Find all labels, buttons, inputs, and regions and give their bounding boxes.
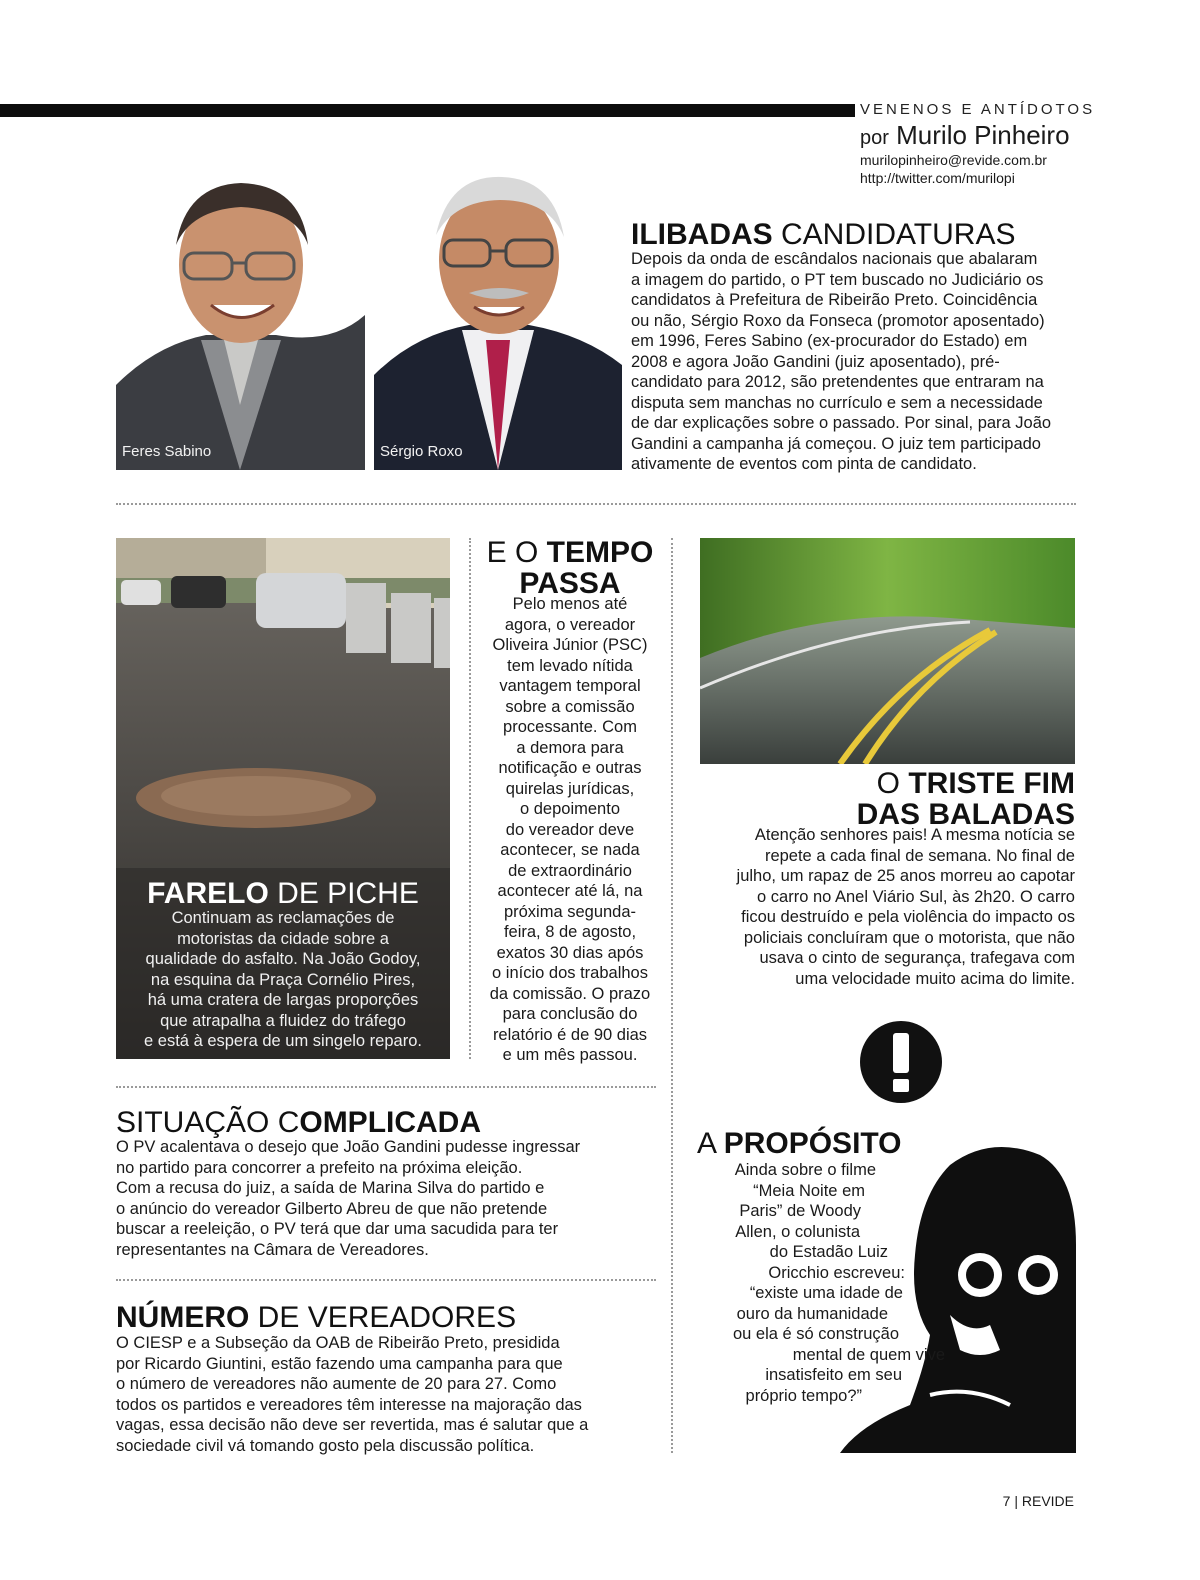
tempo-line: quirelas jurídicas, bbox=[505, 779, 635, 798]
numero-line: vagas, essa decisão não deve ser revertida, mas é salutar que a bbox=[116, 1416, 589, 1434]
numero-line: sociedade civil vá tomando gosto pela discussão política. bbox=[116, 1436, 535, 1455]
feres-sabino-photo bbox=[116, 165, 365, 470]
ilibadas-title-bold: ILIBADAS bbox=[631, 218, 773, 251]
tempo-line: Oliveira Júnior (PSC) bbox=[492, 636, 648, 654]
ilibadas-line: a imagem do partido, o PT tem buscado no Judiciário os bbox=[631, 270, 1044, 289]
portrait-illustration bbox=[116, 165, 365, 470]
sergio-roxo-photo bbox=[374, 165, 622, 470]
numero-line: por Ricardo Giuntini, estão fazendo uma campanha para que bbox=[116, 1354, 563, 1373]
numero-title bbox=[116, 1302, 516, 1333]
situacao-body bbox=[116, 1137, 656, 1260]
triste-title-light: O bbox=[876, 767, 909, 800]
situacao-title bbox=[116, 1107, 481, 1138]
farelo-line: que atrapalha a fluidez do tráfego bbox=[160, 1011, 406, 1030]
proposito-line: Ainda sobre o filme bbox=[734, 1161, 876, 1179]
section-kicker: VENENOS E ANTÍDOTOS bbox=[860, 101, 1096, 118]
numero-line: o número de vereadores não aumente de 20 para 27. Como bbox=[116, 1375, 557, 1393]
ilibadas-line: em 1996, Feres Sabino (ex-procurador do Estado) em bbox=[631, 332, 1028, 350]
ilibadas-line: de dar explicações sobre o passado. Por sinal, para João bbox=[631, 414, 1052, 432]
situacao-line: Com a recusa do juiz, a saída de Marina Silva do partido e bbox=[116, 1179, 545, 1197]
proposito-title bbox=[697, 1128, 902, 1159]
proposito-line: “existe uma idade de bbox=[749, 1284, 903, 1302]
tempo-title-light: E O bbox=[486, 536, 547, 569]
farelo-title bbox=[116, 878, 450, 909]
tempo-line: sobre a comissão bbox=[505, 697, 635, 716]
tempo-line: vantagem temporal bbox=[499, 677, 641, 695]
numero-body bbox=[116, 1333, 661, 1456]
proposito-line: insatisfeito em seu bbox=[765, 1366, 902, 1384]
ilibadas-line: Depois da onda de escândalos nacionais que abalaram bbox=[631, 250, 1038, 268]
triste-title bbox=[700, 768, 1075, 830]
ilibadas-line: disputa sem manchas no currículo e sem a necessidade bbox=[631, 393, 1043, 412]
ilibadas-line: candidato para 2012, são pretendentes que entraram na bbox=[631, 373, 1044, 391]
tempo-line: e um mês passou. bbox=[502, 1046, 638, 1064]
byline bbox=[860, 120, 1070, 151]
ilibadas-title bbox=[631, 219, 1015, 250]
ilibadas-line: 2008 e agora João Gandini (juiz aposentado), pré- bbox=[631, 352, 1000, 371]
triste-line: policiais concluíram que o motorista, que não bbox=[743, 928, 1075, 947]
tempo-line: acontecer, se nada bbox=[500, 841, 640, 859]
proposito-line: Oricchio escreveu: bbox=[768, 1263, 905, 1282]
footer-separator: | bbox=[1014, 1493, 1018, 1509]
tempo-line: feira, 8 de agosto, bbox=[503, 923, 637, 941]
situacao-line: representantes na Câmara de Vereadores. bbox=[116, 1240, 429, 1259]
ilibadas-body bbox=[631, 249, 1081, 475]
farelo-line: qualidade do asfalto. Na João Godoy, bbox=[145, 950, 421, 968]
exclamation-icon bbox=[859, 1020, 943, 1104]
farelo-line: na esquina da Praça Cornélio Pires, bbox=[150, 970, 416, 989]
tempo-line: do vereador deve bbox=[505, 820, 635, 839]
proposito-line: mental de quem vive bbox=[792, 1345, 945, 1364]
situacao-title-light: SITUAÇÃO C bbox=[116, 1106, 300, 1139]
page-number: 7 bbox=[1002, 1493, 1011, 1509]
proposito-title-light: A bbox=[697, 1127, 724, 1160]
numero-line: todos os partidos e vereadores têm interesse na majoração das bbox=[116, 1395, 582, 1414]
triste-title-bold1: TRISTE FIM bbox=[908, 767, 1075, 800]
farelo-line: motoristas da cidade sobre a bbox=[177, 929, 389, 948]
proposito-line: do Estadão Luiz bbox=[769, 1243, 888, 1261]
triste-line: ficou destruído e pela violência do impacto os bbox=[741, 908, 1075, 926]
photo-caption-feres: Feres Sabino bbox=[122, 443, 212, 460]
situacao-line: O PV acalentava o desejo que João Gandini pudesse ingressar bbox=[116, 1138, 581, 1156]
tempo-line: de extraordinário bbox=[508, 861, 632, 880]
farelo-photo bbox=[116, 538, 450, 1059]
tempo-line: tem levado nítida bbox=[507, 656, 633, 675]
numero-title-light: DE VEREADORES bbox=[249, 1301, 517, 1334]
ilibadas-line: ativamente de eventos com pinta de candidato. bbox=[631, 455, 977, 473]
situacao-line: buscar a reeleição, o PV terá que dar uma sacudida para ter bbox=[116, 1220, 559, 1238]
triste-line: usava o cinto de segurança, trafegava com bbox=[759, 949, 1075, 967]
triste-line: o carro no Anel Viário Sul, às 2h20. O carro bbox=[757, 887, 1075, 906]
situacao-title-bold: OMPLICADA bbox=[299, 1106, 482, 1139]
photo-caption-sergio: Sérgio Roxo bbox=[380, 443, 463, 460]
triste-line: repete a cada final de semana. No final de bbox=[764, 846, 1075, 865]
proposito-line: próprio tempo?” bbox=[745, 1386, 862, 1405]
ilibadas-title-light: CANDIDATURAS bbox=[772, 218, 1016, 251]
farelo-title-light: DE PICHE bbox=[268, 877, 419, 910]
tempo-line: da comissão. O prazo bbox=[489, 984, 651, 1003]
tempo-line: próxima segunda- bbox=[503, 902, 637, 921]
tempo-title-bold1: TEMPO bbox=[546, 536, 654, 569]
tempo-line: acontecer até lá, na bbox=[497, 882, 643, 900]
farelo-line: e está à espera de um singelo reparo. bbox=[144, 1032, 422, 1050]
triste-body bbox=[690, 825, 1075, 989]
ilibadas-line: ou não, Sérgio Roxo da Fonseca (promotor aposentado) bbox=[631, 311, 1045, 330]
section-divider bbox=[116, 1086, 656, 1088]
tempo-line: a demora para bbox=[516, 738, 624, 757]
proposito-title-bold: PROPÓSITO bbox=[723, 1127, 902, 1160]
triste-line: julho, um rapaz de 25 anos morreu ao capotar bbox=[736, 867, 1075, 885]
situacao-line: o anúncio do vereador Gilberto Abreu de que não pretende bbox=[116, 1199, 548, 1218]
tempo-title bbox=[470, 537, 670, 599]
proposito-line: Paris” de Woody bbox=[739, 1202, 861, 1220]
numero-line: O CIESP e a Subseção da OAB de Ribeirão Preto, presidida bbox=[116, 1334, 560, 1352]
magazine-name: REVIDE bbox=[1021, 1493, 1074, 1509]
ilibadas-line: Gandini a campanha já começou. O juiz tem participado bbox=[631, 434, 1041, 453]
farelo-body bbox=[116, 908, 450, 1052]
tempo-line: processante. Com bbox=[503, 718, 637, 736]
tempo-line: agora, o vereador bbox=[504, 615, 636, 634]
road-illustration bbox=[700, 538, 1075, 764]
ilibadas-line: candidatos à Prefeitura de Ribeirão Preto. Coincidência bbox=[631, 291, 1038, 309]
author-name: Murilo Pinheiro bbox=[896, 120, 1070, 150]
proposito-body bbox=[690, 1160, 945, 1406]
author-email[interactable]: murilopinheiro@revide.com.br bbox=[860, 152, 1047, 168]
tempo-line: o depoimento bbox=[520, 800, 620, 818]
tempo-line: relatório é de 90 dias bbox=[492, 1025, 648, 1044]
tempo-line: o início dos trabalhos bbox=[492, 964, 648, 982]
proposito-line: Allen, o colunista bbox=[735, 1222, 860, 1241]
triste-title-bold2: DAS BALADAS bbox=[856, 798, 1075, 831]
proposito-line: ouro da humanidade bbox=[736, 1304, 888, 1323]
farelo-line: há uma cratera de largas proporções bbox=[147, 991, 419, 1009]
tempo-line: exatos 30 dias após bbox=[496, 943, 644, 962]
header-bar bbox=[0, 104, 855, 117]
proposito-line: “Meia Noite em bbox=[753, 1181, 865, 1200]
farelo-line: Continuam as reclamações de bbox=[171, 909, 395, 927]
numero-title-bold: NÚMERO bbox=[116, 1301, 250, 1334]
page-footer bbox=[1003, 1493, 1074, 1509]
section-divider bbox=[116, 503, 1076, 505]
triste-line: Atenção senhores pais! A mesma notícia se bbox=[754, 826, 1075, 844]
road-photo bbox=[700, 538, 1075, 764]
column-divider bbox=[671, 538, 673, 1453]
tempo-body bbox=[470, 594, 670, 1066]
tempo-line: Pelo menos até bbox=[512, 595, 628, 613]
triste-line: uma velocidade muito acima do limite. bbox=[795, 969, 1075, 988]
section-divider bbox=[116, 1279, 656, 1281]
author-twitter[interactable]: http://twitter.com/murilopi bbox=[860, 170, 1015, 186]
tempo-line: notificação e outras bbox=[498, 759, 642, 777]
tempo-title-bold2: PASSA bbox=[519, 567, 621, 600]
farelo-title-bold: FARELO bbox=[147, 877, 269, 910]
tempo-line: para conclusão do bbox=[502, 1005, 638, 1023]
proposito-line: ou ela é só construção bbox=[732, 1325, 899, 1343]
portrait-illustration bbox=[374, 165, 622, 470]
byline-prefix: por bbox=[860, 127, 889, 149]
situacao-line: no partido para concorrer a prefeito na próxima eleição. bbox=[116, 1158, 523, 1177]
